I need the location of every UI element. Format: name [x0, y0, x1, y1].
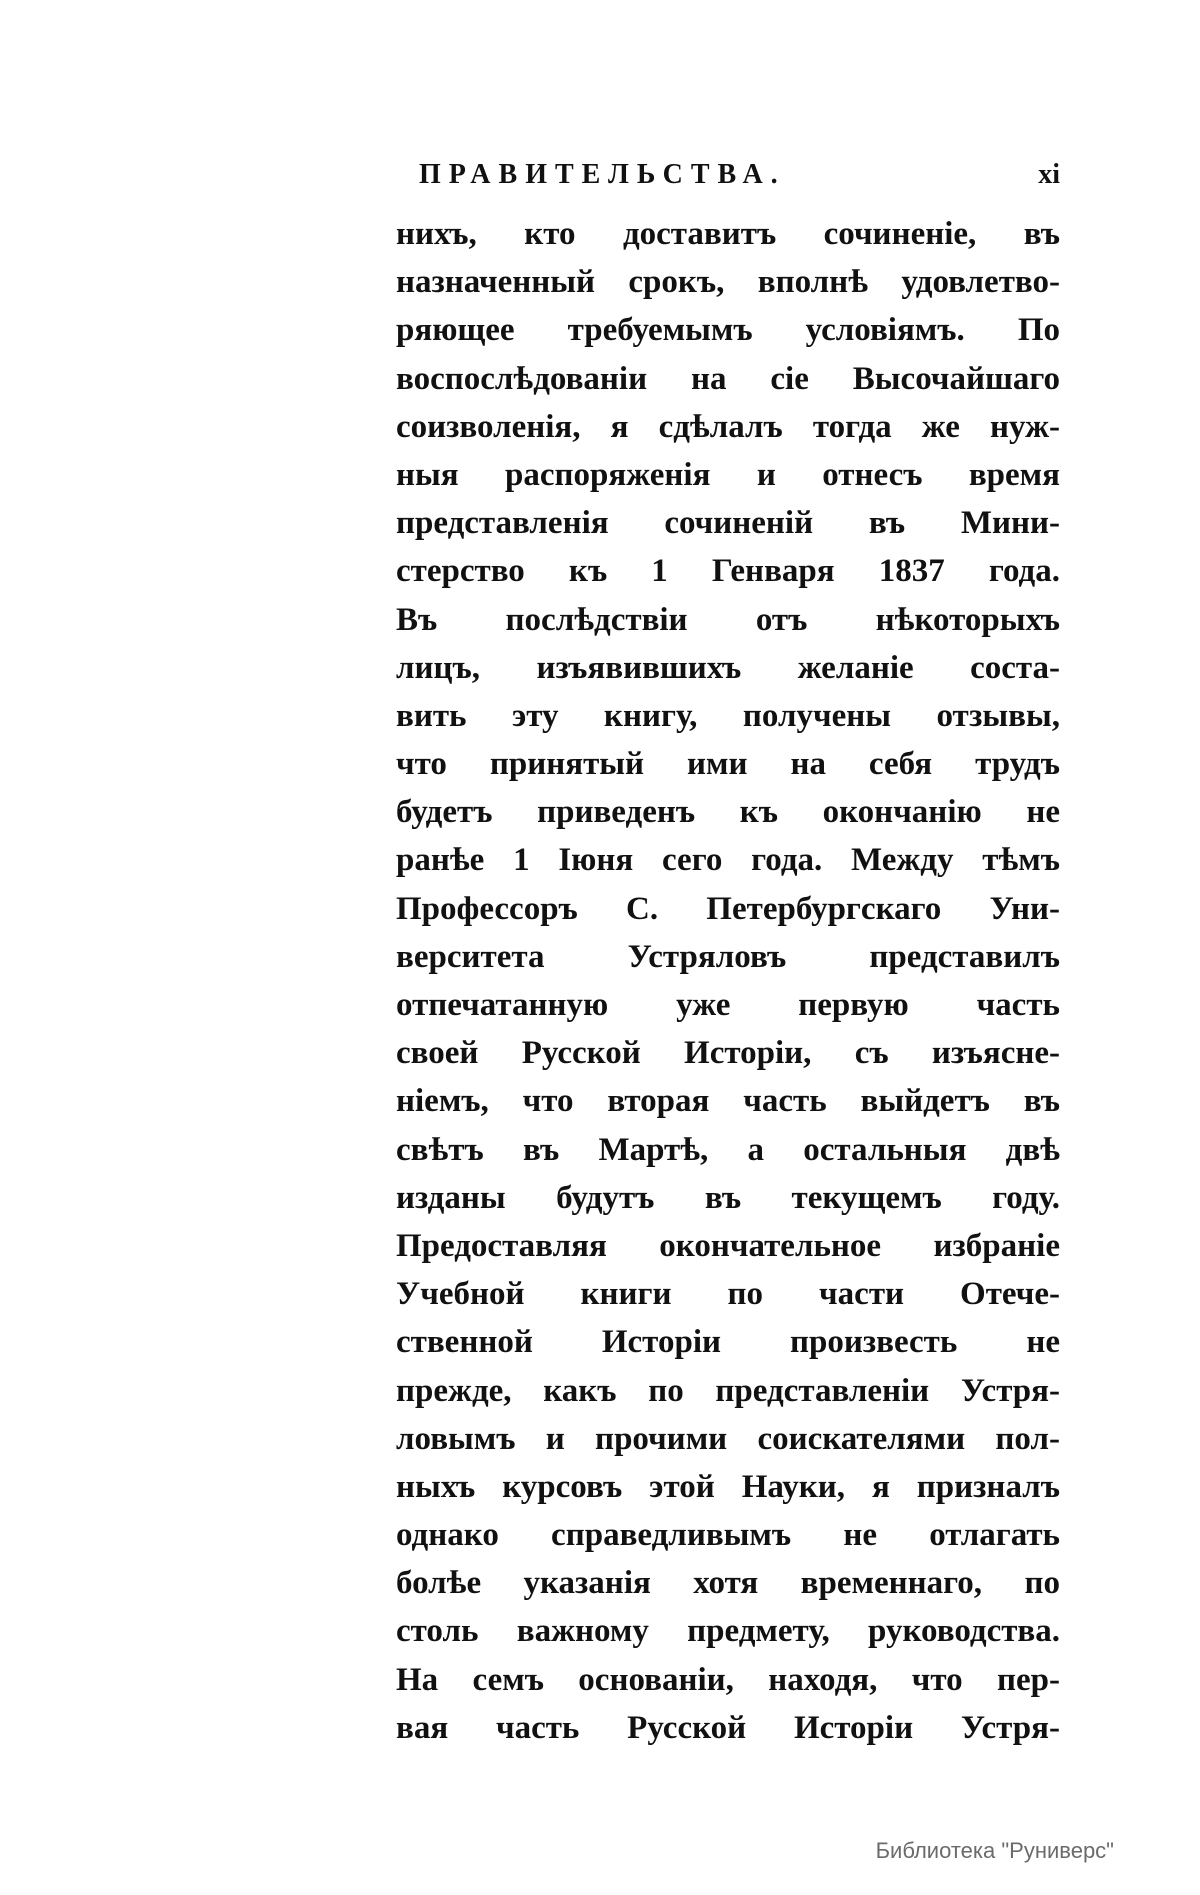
text-line: верситета Устряловъ представилъ: [396, 938, 1060, 975]
text-line: что принятый ими на себя трудъ: [396, 746, 1060, 783]
text-line: болѣе указанія хотя временнаго, по: [396, 1565, 1060, 1602]
library-watermark: Библиотека "Руниверс": [875, 1838, 1114, 1863]
text-line: Въ послѣдствіи отъ нѣкоторыхъ: [396, 601, 1060, 638]
text-line: своей Русской Исторіи, съ изъясне-: [396, 1035, 1060, 1072]
text-line: столь важному предмету, руководства.: [396, 1613, 1060, 1650]
text-line: прежде, какъ по представленіи Устря-: [396, 1372, 1060, 1409]
text-line: однако справедливымъ не отлагать: [396, 1517, 1060, 1554]
text-line: ніемъ, что вторая часть выйдетъ въ: [396, 1083, 1060, 1120]
text-line: Предоставляя окончательное избраніе: [396, 1227, 1060, 1264]
text-line: Профессоръ С. Петербургскаго Уни-: [396, 890, 1060, 927]
text-line: отпечатанную уже первую часть: [396, 987, 1060, 1023]
text-body: [396, 210, 1060, 1752]
text-line: ственной Исторіи произвесть не: [396, 1324, 1060, 1361]
text-line: свѣтъ въ Мартѣ, а остальныя двѣ: [396, 1131, 1060, 1168]
text-line: изданы будутъ въ текущемъ году.: [396, 1179, 1060, 1216]
text-line: ловымъ и прочими соискателями пол-: [396, 1420, 1060, 1457]
text-line: ныхъ курсовъ этой Науки, я призналъ: [396, 1468, 1060, 1505]
text-line: нихъ, кто доставитъ сочиненіе, въ: [396, 216, 1060, 252]
text-line: представленія сочиненій въ Мини-: [396, 505, 1060, 542]
running-header: [396, 150, 1060, 200]
running-title: ПРАВИТЕЛЬСТВА.: [419, 159, 786, 190]
text-line: соизволенія, я сдѣлалъ тогда же нуж-: [396, 408, 1060, 445]
text-line: воспослѣдованіи на сіе Высочайшаго: [396, 360, 1060, 397]
text-line: лицъ, изъявившихъ желаніе соста-: [396, 649, 1060, 686]
text-line: стерство къ 1 Генваря 1837 года.: [396, 553, 1060, 590]
text-line: ныя распоряженія и отнесъ время: [396, 456, 1060, 493]
text-line: На семъ основаніи, находя, что пер-: [396, 1661, 1060, 1698]
text-line: вая часть Русской Исторіи Устря-: [396, 1709, 1060, 1746]
page-number: xi: [1038, 159, 1060, 190]
text-line: будетъ приведенъ къ окончанію не: [396, 794, 1060, 831]
text-line: ранѣе 1 Іюня сего года. Между тѣмъ: [396, 842, 1060, 879]
text-line: вить эту книгу, получены отзывы,: [396, 697, 1060, 734]
text-line: назначенный срокъ, вполнѣ удовлетво-: [396, 264, 1060, 301]
text-line: ряющее требуемымъ условіямъ. По: [396, 312, 1060, 349]
text-line: Учебной книги по части Отече-: [396, 1276, 1060, 1313]
